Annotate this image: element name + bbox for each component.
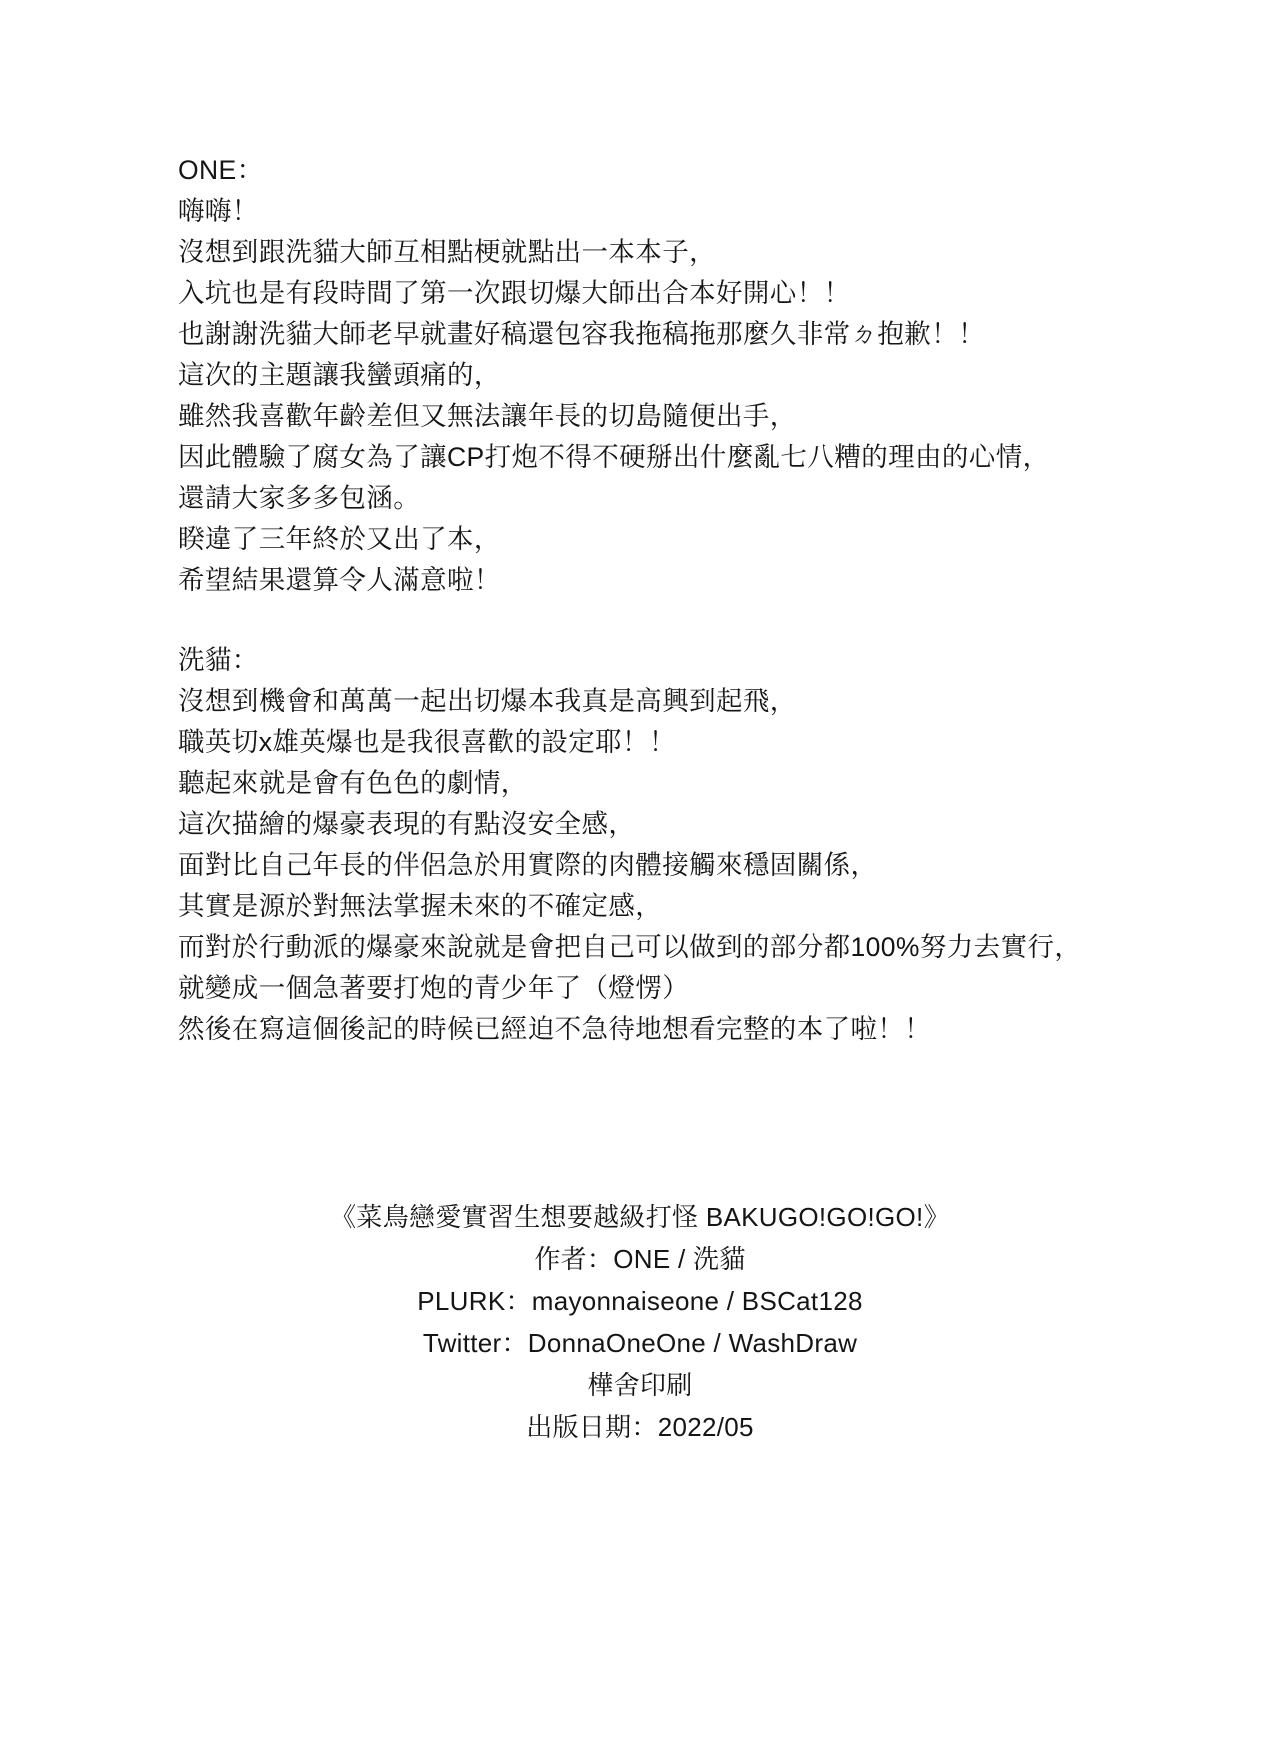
afterword-author-label: ONE： <box>178 155 264 185</box>
afterword-line: 還請大家多多包涵。 <box>178 483 421 513</box>
afterword-line: 就變成一個急著要打炮的青少年了（燈愣） <box>178 973 690 1003</box>
afterword-line: 沒想到機會和萬萬一起出切爆本我真是高興到起飛， <box>178 686 797 716</box>
colophon <box>0 1196 1280 1448</box>
afterword-line: 職英切x雄英爆也是我很喜歡的設定耶！！ <box>178 727 676 757</box>
afterword-line: 沒想到跟洗貓大師互相點梗就點出一本本子， <box>178 237 716 267</box>
afterword-line: 其實是源於對無法掌握未來的不確定感， <box>178 891 663 921</box>
afterword-line: 因此體驗了腐女為了讓CP打炮不得不硬掰出什麼亂七八糟的理由的心情， <box>178 442 1050 472</box>
afterword-line: 雖然我喜歡年齡差但又無法讓年長的切島隨便出手， <box>178 401 797 431</box>
afterword-line: 入坑也是有段時間了第一次跟切爆大師出合本好開心！！ <box>178 278 851 308</box>
afterword-line: 嗨嗨！ <box>178 196 259 226</box>
colophon-twitter: Twitter：DonnaOneOne / WashDraw <box>422 1328 858 1358</box>
afterword-author-label: 洗貓： <box>178 645 259 675</box>
colophon-publish-date: 出版日期：2022/05 <box>526 1412 754 1442</box>
afterword-line: 睽違了三年終於又出了本， <box>178 524 501 554</box>
afterword-block-two <box>178 640 1178 1050</box>
afterword-line: 這次描繪的爆豪表現的有點沒安全感， <box>178 809 636 839</box>
afterword-line: 希望結果還算令人滿意啦！ <box>178 565 501 595</box>
colophon-author: 作者：ONE / 洗貓 <box>534 1244 746 1274</box>
afterword-line: 這次的主題讓我蠻頭痛的， <box>178 360 501 390</box>
colophon-plurk: PLURK：mayonnaiseone / BSCat128 <box>417 1286 863 1316</box>
afterword-line: 也謝謝洗貓大師老早就畫好稿還包容我拖稿拖那麼久非常ㄉ抱歉！！ <box>178 319 985 349</box>
colophon-printer: 樺舍印刷 <box>587 1370 693 1400</box>
afterword-line: 聽起來就是會有色色的劇情， <box>178 768 528 798</box>
afterword-line: 面對比自己年長的伴侶急於用實際的肉體接觸來穩固關係， <box>178 850 878 880</box>
colophon-title: 《菜鳥戀愛實習生想要越級打怪 BAKUGO!GO!GO!》 <box>330 1202 950 1232</box>
afterword-line: 然後在寫這個後記的時候已經迫不急待地想看完整的本了啦！！ <box>178 1014 932 1044</box>
afterword-block-one <box>178 150 1178 601</box>
afterword-line: 而對於行動派的爆豪來說就是會把自己可以做到的部分都100%努力去實行， <box>178 932 1082 962</box>
